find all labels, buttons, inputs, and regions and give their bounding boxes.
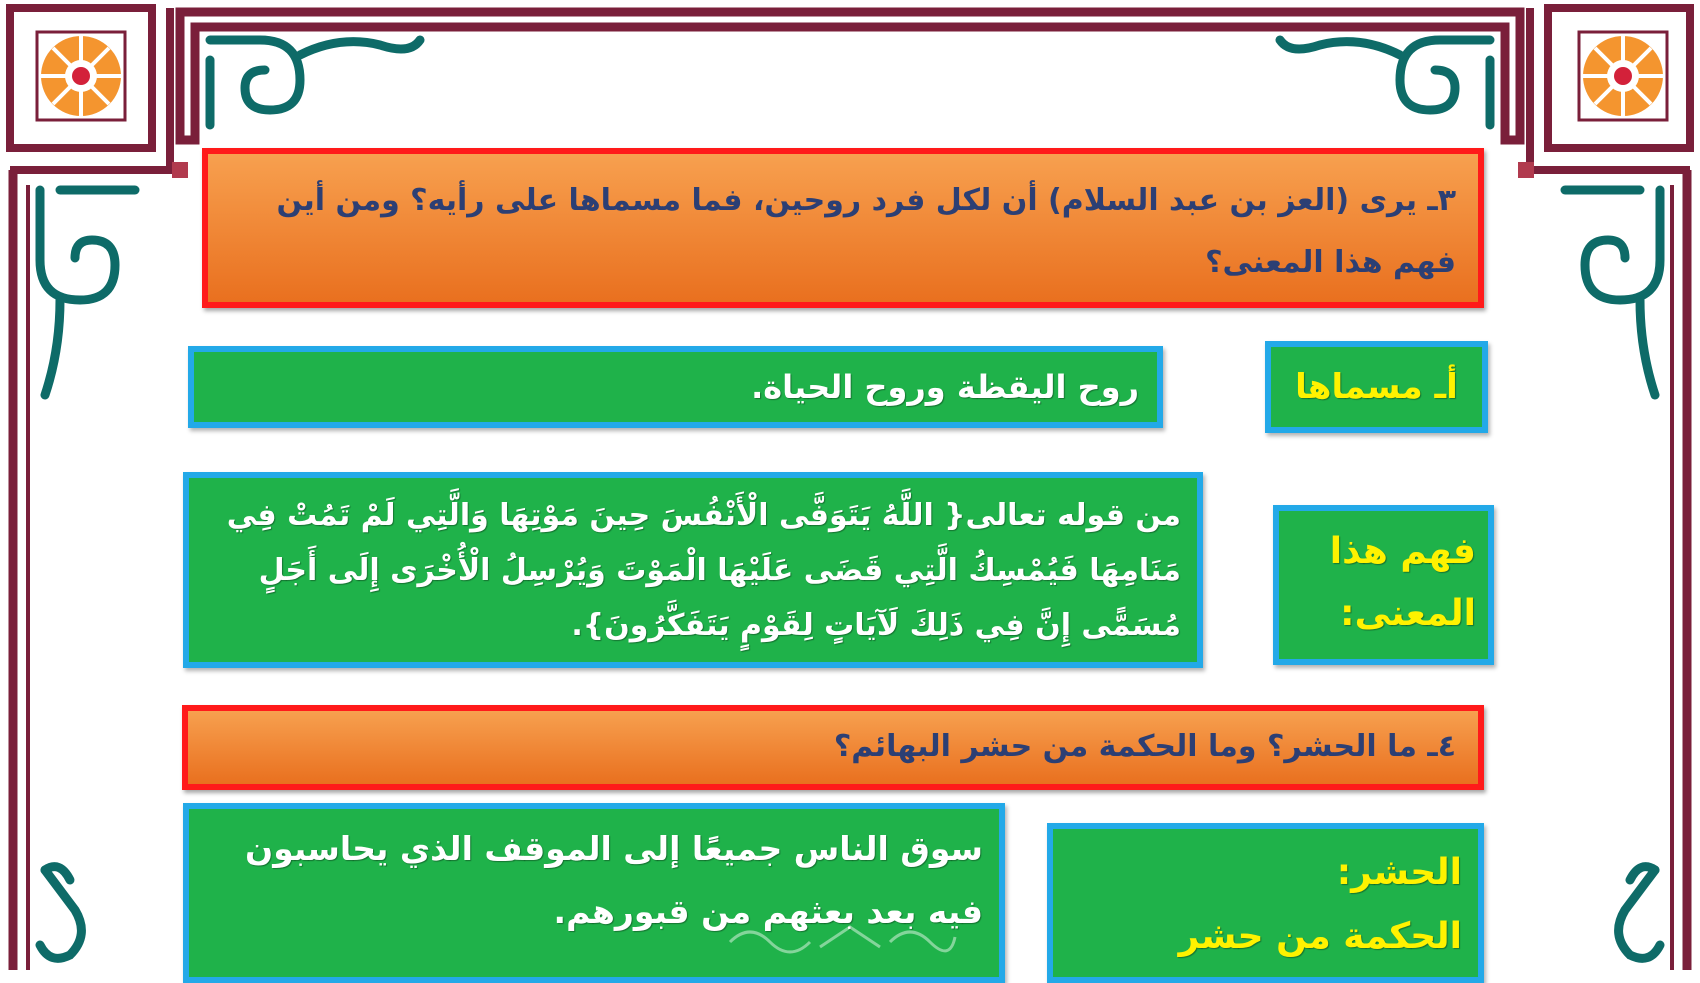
scroll-ornament-right-icon	[1565, 190, 1660, 395]
flower-right-icon	[1579, 32, 1667, 120]
answer-c-label-line1: الحشر:	[1336, 852, 1462, 893]
question-3-box	[202, 148, 1484, 308]
flower-left-icon	[37, 32, 125, 120]
answer-b-label: فهم هذا المعنى:	[1329, 531, 1476, 634]
question-4-box	[182, 705, 1484, 790]
question-4-text: ٤ـ ما الحشر؟ وما الحكمة من حشر البهائم؟	[833, 729, 1456, 764]
question-3-text: ٣ـ يرى (العز بن عبد السلام) أن لكل فرد روحين، فما مسماها على رأيه؟ ومن أين فهم هذا المعنى؟	[276, 183, 1456, 280]
watermark-logo-icon	[720, 912, 960, 962]
answer-a-label: أـ مسماها	[1295, 367, 1458, 407]
answer-c-text: سوق الناس جميعًا إلى الموقف الذي يحاسبون فيه بعد بعثهم من قبورهم.	[245, 829, 983, 931]
scroll-ornament-bottom-right-icon	[1619, 867, 1660, 959]
scroll-ornament-bottom-left-icon	[40, 867, 81, 959]
answer-c-label-box	[1047, 823, 1484, 983]
scroll-ornament-top-left-icon	[210, 40, 420, 125]
answer-a-box	[188, 346, 1163, 428]
answer-a-text: روح اليقظة وروح الحياة.	[751, 368, 1139, 406]
scroll-ornament-top-right-icon	[1280, 40, 1490, 125]
answer-b-label-box	[1273, 505, 1494, 665]
answer-b-text: من قوله تعالى{ اللَّهُ يَتَوَفَّى الْأَنْفُسَ حِينَ مَوْتِهَا وَالَّتِي لَمْ تَمُتْ فِي مَنَامِهَا فَيُمْسِكُ الَّتِي قَضَى عَلَيْهَا الْمَوْتَ وَيُرْسِلُ الْأُخْرَى إِلَى أَجَلٍ مُسَمًّى إِنَّ فِي ذَلِكَ لَآيَاتٍ لِقَوْمٍ يَتَفَكَّرُونَ}.	[226, 498, 1181, 643]
answer-c-label-line2: الحكمة من حشر	[1178, 916, 1462, 957]
answer-b-box	[183, 472, 1203, 668]
scroll-ornament-left-icon	[40, 190, 135, 395]
answer-a-label-box	[1265, 341, 1488, 433]
